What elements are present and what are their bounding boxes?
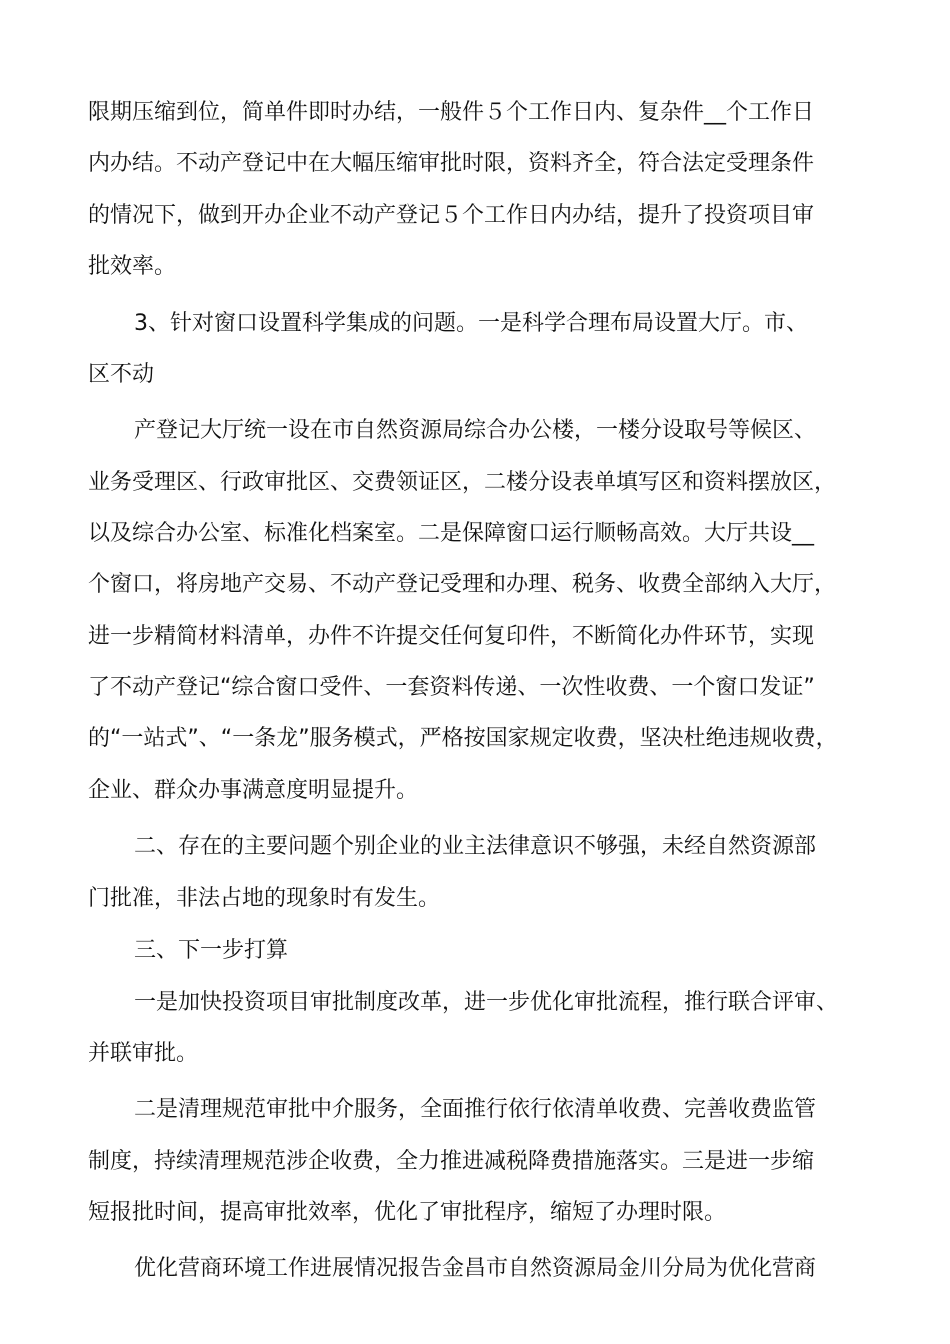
text-line: 一是加快投资项目审批制度改革，进一步优化审批流程，推行联合评审、 bbox=[134, 990, 839, 1015]
text-line: 门批准，非法占地的现象时有发生。 bbox=[88, 886, 441, 911]
text-line: 企业、群众办事满意度明显提升。 bbox=[88, 778, 419, 803]
text-line: 了不动产登记“综合窗口受件、一套资料传递、一次性收费、一个窗口发证” bbox=[88, 675, 815, 700]
text-line: 进一步精简材料清单，办件不许提交任何复印件，不断简化办件环节，实现 bbox=[88, 624, 815, 649]
text-line: 优化营商环境工作进展情况报告金昌市自然资源局金川分局为优化营商 bbox=[134, 1256, 817, 1281]
text-line: 限期压缩到位，简单件即时办结，一般件５个工作日内、复杂件__个工作日 bbox=[88, 100, 815, 125]
text-line: 的情况下，做到开办企业不动产登记５个工作日内办结，提升了投资项目审 bbox=[88, 203, 815, 228]
text-line: 区不动 bbox=[88, 362, 155, 387]
text-line: 二、存在的主要问题个别企业的业主法律意识不够强，未经自然资源部 bbox=[134, 834, 817, 859]
text-line: 3、针对窗口设置科学集成的问题。一是科学合理布局设置大厅。市、 bbox=[134, 311, 808, 336]
text-line: 批效率。 bbox=[88, 254, 177, 279]
text-line: 二是清理规范审批中介服务，全面推行依行依清单收费、完善收费监管 bbox=[134, 1097, 817, 1122]
text-line: 的“一站式”、“一条龙”服务模式，严格按国家规定收费，坚决杜绝违规收费， bbox=[88, 726, 838, 751]
text-line: 并联审批。 bbox=[88, 1041, 199, 1066]
text-line: 内办结。不动产登记中在大幅压缩审批时限，资料齐全，符合法定受理条件 bbox=[88, 151, 815, 176]
text-line: 业务受理区、行政审批区、交费领证区，二楼分设表单填写区和资料摆放区， bbox=[88, 470, 837, 495]
section-heading: 三、下一步打算 bbox=[134, 938, 289, 963]
text-line: 以及综合办公室、标准化档案室。二是保障窗口运行顺畅高效。大厅共设__ bbox=[88, 521, 815, 546]
text-line: 短报批时间，提高审批效率，优化了审批程序，缩短了办理时限。 bbox=[88, 1200, 727, 1225]
text-line: 个窗口，将房地产交易、不动产登记受理和办理、税务、收费全部纳入大厅， bbox=[88, 572, 837, 597]
text-line: 制度，持续清理规范涉企收费，全力推进减税降费措施落实。三是进一步缩 bbox=[88, 1149, 815, 1174]
text-line: 产登记大厅统一设在市自然资源局综合办公楼，一楼分设取号等候区、 bbox=[134, 418, 817, 443]
